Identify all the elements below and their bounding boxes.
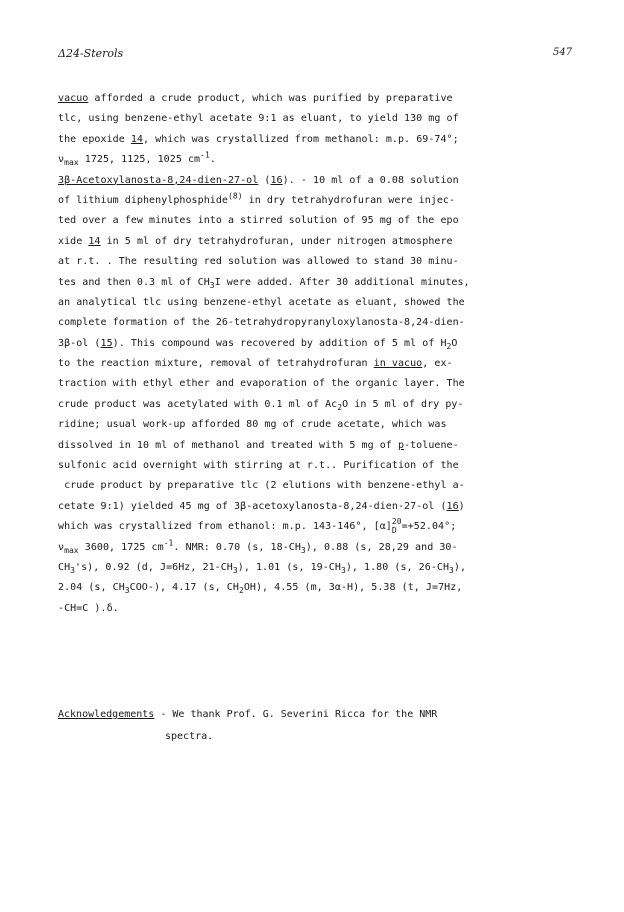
- text-run: crude product was acetylated with 0.1 ml of Ac: [58, 398, 338, 410]
- text-line: tlc, using benzene-ethyl acetate 9:1 as eluant, to yield 130 mg of: [58, 113, 459, 125]
- text-run: tes and then 0.3 ml of CH: [58, 276, 210, 288]
- subscript: max: [64, 158, 79, 168]
- text-run: =+52.04°;: [401, 521, 457, 533]
- subscript: 3: [209, 280, 215, 290]
- text-run: ). - 10 ml of a 0.08 solution: [282, 174, 459, 186]
- text-run: ), 1.01 (s, 19-CH: [237, 561, 341, 573]
- text-line: [58, 232, 588, 252]
- subscript: 3: [300, 545, 306, 555]
- text-run: ), 1.80 (s, 26-CH: [345, 561, 450, 573]
- text-run: ): [458, 500, 465, 512]
- italic-term: in vacuo: [373, 358, 423, 370]
- text-run: O in 5 ml of dry py-: [342, 398, 464, 410]
- superscript: -1: [200, 150, 210, 160]
- subscript: 3: [70, 565, 76, 575]
- text-line: traction with ethyl ether and evaporation of the organic layer. The: [58, 378, 465, 390]
- text-run: 3β-ol (: [58, 337, 101, 349]
- text-line: [58, 395, 588, 415]
- text-run: dissolved in 10 ml of methanol and treated with 5 mg of: [58, 439, 398, 451]
- text-run: COO-), 4.17 (s, CH: [129, 582, 239, 594]
- text-run: CH: [58, 561, 71, 573]
- text-run: 1725, 1125, 1025 cm: [78, 154, 201, 166]
- text-run: ), 0.88 (s, 28,29 and 30-: [305, 541, 458, 553]
- text-run: to the reaction mixture, removal of tetrahydrofuran: [58, 358, 374, 370]
- compound-number: 16: [446, 500, 459, 512]
- text-run: ),: [453, 561, 467, 573]
- text-run: (: [258, 174, 271, 186]
- text-line: [58, 334, 588, 354]
- experimental-text: [58, 89, 588, 619]
- running-head: Δ24-Sterols: [58, 47, 124, 60]
- reference-marker: (8): [227, 191, 243, 201]
- subscript: 3: [340, 565, 346, 575]
- text-line: [58, 89, 588, 109]
- text-line: [58, 436, 588, 456]
- text-run: , ex-: [422, 358, 453, 370]
- text-run: .: [209, 154, 216, 166]
- text-line: at r.t. . The resulting red solution was allowed to stand 30 minu-: [58, 256, 459, 268]
- acknowledgements-line: [58, 704, 588, 726]
- text-run: afforded a crude product, which was purified by preparative: [88, 93, 453, 104]
- text-run: -toluene-: [404, 439, 459, 451]
- subscript: max: [64, 545, 79, 555]
- text-run: in dry tetrahydrofuran were injec-: [242, 194, 456, 206]
- text-line: [58, 558, 588, 578]
- text-line: [58, 517, 588, 537]
- subscript: 3: [449, 565, 454, 575]
- text-run: ν: [58, 541, 65, 553]
- text-run: xide: [58, 235, 89, 247]
- subscript: 3: [232, 565, 238, 575]
- text-line: [58, 497, 588, 517]
- text-line: [58, 171, 588, 191]
- text-run: 3600, 1725 cm: [78, 541, 164, 553]
- text-line: [58, 150, 588, 170]
- text-run: ). This compound was recovered by addition of 5 ml of H: [112, 337, 447, 349]
- temperature-superscript: 20: [391, 517, 402, 527]
- text-run: O: [451, 337, 458, 349]
- text-run: I were added. After 30 additional minutes,: [214, 276, 470, 288]
- text-run: ν: [58, 154, 65, 166]
- compound-number: 16: [270, 174, 283, 186]
- text-line: complete formation of the 26-tetrahydropyranyloxylanosta-8,24-dien-: [58, 317, 465, 329]
- compound-number: 14: [130, 133, 144, 145]
- text-line: crude product by preparative tlc (2 elutions with benzene-ethyl a-: [58, 480, 465, 492]
- acknowledgements-continuation: spectra.: [165, 730, 214, 742]
- italic-term: vacuo: [58, 93, 89, 104]
- text-line: sulfonic acid overnight with stirring at r.t.. Purification of the: [58, 460, 459, 472]
- text-line: [58, 273, 588, 293]
- compound-number: 14: [88, 235, 101, 247]
- section-heading: 3β-Acetoxylanosta-8,24-dien-27-ol: [58, 174, 259, 186]
- text-run: OH), 4.55 (m, 3α-H), 5.38 (t, J=7Hz,: [243, 582, 463, 594]
- rotation-indices: [392, 517, 402, 535]
- italic-term: p: [397, 439, 405, 451]
- subscript: 3: [124, 586, 130, 596]
- subscript: 2: [238, 586, 244, 596]
- acknowledgements-heading: Acknowledgements: [58, 709, 155, 720]
- text-line: -CH=C ).δ.: [58, 602, 119, 614]
- text-line: [58, 354, 588, 374]
- text-run: 2.04 (s, CH: [58, 582, 125, 594]
- superscript: -1: [163, 538, 174, 548]
- text-run: of lithium diphenylphosphide: [58, 194, 228, 206]
- text-line: [58, 130, 588, 150]
- text-line: [58, 578, 588, 598]
- text-run: . NMR: 0.70 (s, 18-CH: [173, 541, 301, 553]
- page-number: 547: [553, 47, 573, 58]
- text-run: , which was crystallized from methanol: m.p. 69-74°;: [143, 133, 459, 145]
- text-line: [58, 191, 588, 211]
- text-line: [58, 538, 588, 558]
- text-run: cetate 9:1) yielded 45 mg of 3β-acetoxylanosta-8,24-dien-27-ol (: [58, 500, 447, 512]
- acknowledgements-text: - We thank Prof. G. Severini Ricca for the NMR: [154, 709, 438, 720]
- text-line: an analytical tlc using benzene-ethyl acetate as eluant, showed the: [58, 296, 465, 308]
- text-line: ridine; usual work-up afforded 80 mg of crude acetate, which was: [58, 419, 447, 431]
- text-run: which was crystallized from ethanol: m.p. 143-146°, [α]: [58, 521, 392, 533]
- text-run: the epoxide: [58, 133, 131, 145]
- acknowledgements: [58, 704, 588, 747]
- text-line: ted over a few minutes into a stirred solution of 95 mg of the epo: [58, 215, 459, 227]
- compound-number: 15: [100, 337, 113, 349]
- text-run: 's), 0.92 (d, J=6Hz, 21-CH: [75, 561, 233, 573]
- subscript: 2: [337, 402, 343, 412]
- text-run: in 5 ml of dry tetrahydrofuran, under nitrogen atmosphere: [100, 235, 453, 247]
- subscript: 2: [446, 341, 452, 351]
- d-line-subscript: D: [391, 526, 397, 536]
